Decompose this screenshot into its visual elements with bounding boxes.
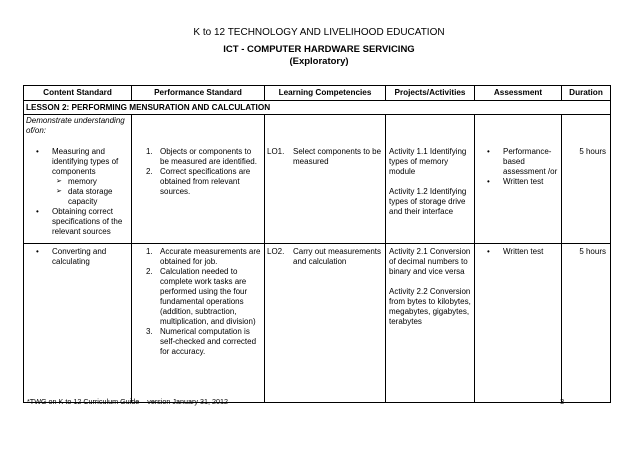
performance-standard-cell [132, 147, 265, 244]
column-header: Performance Standard [132, 86, 265, 101]
list-item: 1. Objects or components to be measured are identified. [146, 147, 257, 166]
projects-cell [386, 244, 475, 403]
projects-cell [386, 147, 475, 244]
content-standard-cell [24, 244, 132, 403]
column-header: Duration [562, 86, 611, 101]
duration-value: 5 hours [579, 147, 606, 156]
table-header-row [24, 86, 611, 101]
lesson-title: LESSON 2: PERFORMING MENSURATION AND CALCULATION [24, 101, 611, 115]
list-item: • Written test [503, 177, 558, 187]
content-standard-cell [24, 147, 132, 244]
learning-competency-cell [265, 244, 386, 403]
activity-text: Activity 2.2 Conversion from bytes to kilobytes, megabytes, gigabytes, terabytes [389, 287, 471, 326]
activity-text: Activity 1.1 Identifying types of memory module [389, 147, 467, 176]
list-item: 3. Numerical computation is self-checked and corrected for accuracy. [146, 327, 257, 356]
list-item: ➢ memory [68, 177, 128, 187]
list-item: • Performance-based assessment /or [503, 147, 558, 177]
list-item: • Written test [503, 247, 558, 257]
table-row [24, 244, 611, 403]
lo-text: Select components to be measured [293, 147, 382, 166]
assessment-cell [475, 147, 562, 244]
list-item: 1. Accurate measurements are obtained for job. [146, 247, 261, 266]
column-header: Content Standard [24, 86, 132, 101]
list-item: • Converting and calculating [52, 247, 128, 267]
assessment-cell [475, 244, 562, 403]
column-header: Projects/Activities [386, 86, 475, 101]
column-header: Learning Competencies [265, 86, 386, 101]
list-item: • Obtaining correct specifications of the relevant sources [52, 207, 128, 237]
duration-value: 5 hours [579, 247, 606, 256]
activity-text: Activity 2.1 Conversion of decimal numbers to binary and vice versa [389, 247, 471, 276]
list-item: ➢ data storage capacity [68, 187, 128, 207]
lo-code: LO2. [267, 247, 285, 256]
curriculum-table [23, 85, 611, 403]
table-row [24, 147, 611, 244]
lo-code: LO1. [267, 147, 285, 156]
demonstrate-label: Demonstrate understanding of/on: [24, 115, 132, 148]
performance-standard-cell [132, 244, 265, 403]
list-item: 2. Correct specifications are obtained from relevant sources. [146, 167, 251, 196]
subject-subtitle: (Exploratory) [289, 56, 349, 67]
learning-competency-cell [265, 147, 386, 244]
column-header: Assessment [475, 86, 562, 101]
footer-note: *TWG on K to 12 Curriculum Guide – version January 31, 2012 [27, 397, 228, 406]
page-number: 3 [560, 397, 565, 406]
lo-text: Carry out measurements and calculation [293, 247, 382, 266]
demonstrate-row [24, 115, 611, 148]
list-item: 2. Calculation needed to complete work tasks are performed using the four fundamental operations (addition, subtraction, multiplication, and division) [146, 267, 256, 326]
lesson-row [24, 101, 611, 115]
duration-cell [562, 244, 611, 403]
document-title: K to 12 TECHNOLOGY AND LIVELIHOOD EDUCATION [193, 27, 445, 38]
duration-cell [562, 147, 611, 244]
list-item: • Measuring and identifying types of components ➢ memory ➢ data storage capacity [52, 147, 128, 207]
activity-text: Activity 1.2 Identifying types of storage drive and their interface [389, 187, 467, 216]
subject-title: ICT - COMPUTER HARDWARE SERVICING [223, 44, 415, 55]
